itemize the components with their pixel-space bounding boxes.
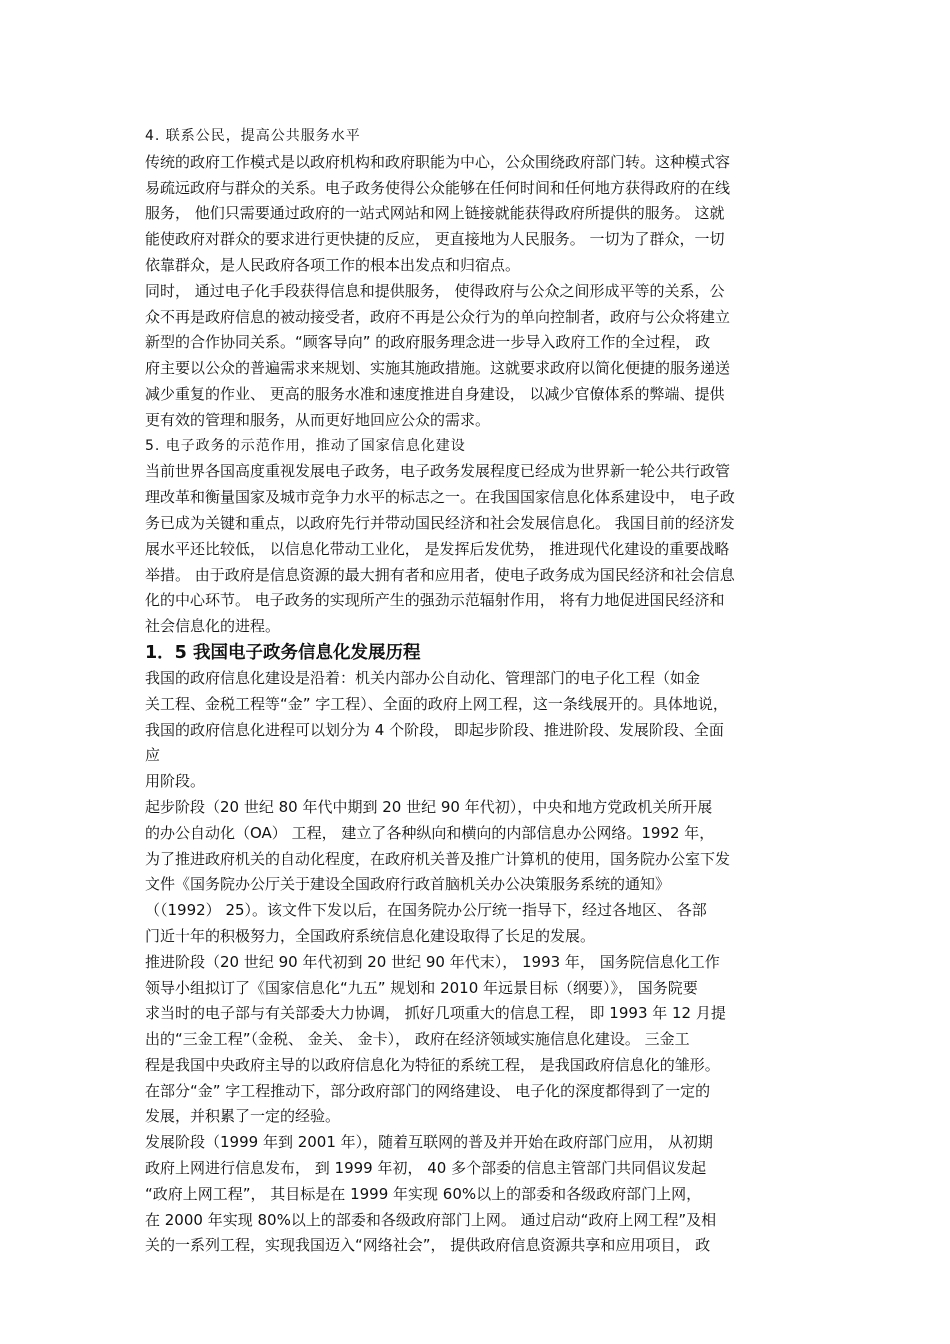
text-line: 推进阶段（20 世纪 90 年代初到 20 世纪 90 年代末）， 1993 年， 国务院信息化工作 — [145, 952, 720, 971]
text-line: 易疏远政府与群众的关系。电子政务使得公众能够在任何时间和任何地方获得政府的在线 — [145, 178, 731, 197]
text-line: 在部分“金” 字工程推动下，部分政府部门的网络建设、 电子化的深度都得到了一定的 — [145, 1081, 711, 1100]
text-line: 依靠群众，是人民政府各项工作的根本出发点和归宿点。 — [145, 255, 521, 274]
text-line: 在 2000 年实现 80%以上的部委和各级政府部门上网。 通过启动“政府上网工程”及相 — [145, 1210, 717, 1229]
text-line: 能使政府对群众的要求进行更快捷的反应， 更直接地为人民服务。 一切为了群众，一切 — [145, 230, 725, 249]
text-line: 务已成为关键和重点，以政府先行并带动国民经济和社会发展信息化。 我国目前的经济发 — [145, 513, 735, 532]
text-line: 程是我国中央政府主导的以政府信息化为特征的系统工程， 是我国政府信息化的雏形。 — [145, 1055, 720, 1074]
text-line: 化的中心环节。 电子政务的实现所产生的强劲示范辐射作用， 将有力地促进国民经济和 — [145, 591, 725, 610]
text-line: 发展，并积累了一定的经验。 — [145, 1107, 341, 1126]
text-line: 政府上网进行信息发布， 到 1999 年初， 40 多个部委的信息主管部门共同倡议发起 — [145, 1159, 707, 1178]
text-line: （（1992） 25）。该文件下发以后，在国务院办公厅统一指导下，经过各地区、 各部 — [145, 901, 707, 920]
text-line: 门近十年的积极努力，全国政府系统信息化建设取得了长足的发展。 — [145, 926, 596, 945]
text-line: 当前世界各国高度重视发展电子政务，电子政务发展程度已经成为世界新一轮公共行政管 — [145, 462, 731, 481]
text-line: “政府上网工程”， 其目标是在 1999 年实现 60%以上的部委和各级政府部门上网， — [145, 1184, 702, 1203]
text-line: 同时， 通过电子化手段获得信息和提供服务， 使得政府与公众之间形成平等的关系，公 — [145, 281, 725, 300]
text-line: 举措。 由于政府是信息资源的最大拥有者和应用者，使电子政务成为国民经济和社会信息 — [145, 565, 735, 584]
text-line: 求当时的电子部与有关部委大力协调， 抓好几项重大的信息工程， 即 1993 年 12 月提 — [145, 1004, 726, 1023]
subheading: 5. 电子政务的示范作用，推动了国家信息化建设 — [145, 437, 466, 454]
text-line: 为了推进政府机关的自动化程度，在政府机关普及推广计算机的使用，国务院办公室下发 — [145, 849, 731, 868]
text-line: 新型的合作协同关系。“顾客导向” 的政府服务理念进一步导入政府工作的全过程， 政 — [145, 333, 711, 352]
text-line: 出的“三金工程”（金税、 金关、 金卡）， 政府在经济领域实施信息化建设。 三金工 — [145, 1030, 690, 1049]
text-line: 文件《国务院办公厅关于建设全国政府行政首脑机关办公决策服务系统的通知》 — [145, 875, 671, 894]
section-heading: 1．5 我国电子政务信息化发展历程 — [145, 642, 421, 663]
text-line: 关的一系列工程，实现我国迈入“网络社会”， 提供政府信息资源共享和应用项目， 政 — [145, 1236, 711, 1255]
subheading: 4. 联系公民，提高公共服务水平 — [145, 128, 361, 144]
text-line: 更有效的管理和服务，从而更好地回应公众的需求。 — [145, 410, 491, 429]
text-line: 用阶段。 — [145, 772, 206, 791]
text-line: 众不再是政府信息的被动接受者，政府不再是公众行为的单向控制者，政府与公众将建立 — [145, 307, 731, 326]
text-line: 社会信息化的进程。 — [145, 617, 281, 636]
text-line: 我国的政府信息化进程可以划分为 4 个阶段， 即起步阶段、推进阶段、发展阶段、全面 — [145, 720, 724, 739]
text-line: 关工程、金税工程等“金” 字工程）、全面的政府上网工程，这一条线展开的。具体地说， — [145, 694, 728, 713]
text-line: 领导小组拟订了《国家信息化“九五” 规划和 2010 年远景目标（纲要）》， 国务院要 — [145, 978, 698, 997]
text-line: 府主要以公众的普遍需求来规划、实施其施政措施。这就要求政府以简化便捷的服务递送 — [145, 359, 731, 378]
text-line: 服务， 他们只需要通过政府的一站式网站和网上链接就能获得政府所提供的服务。 这就 — [145, 204, 725, 223]
text-line: 展水平还比较低， 以信息化带动工业化， 是发挥后发优势， 推进现代化建设的重要战略 — [145, 539, 730, 558]
text-line: 理改革和衡量国家及城市竞争力水平的标志之一。在我国国家信息化体系建设中， 电子政 — [145, 488, 735, 507]
text-line: 减少重复的作业、 更高的服务水准和速度推进自身建设， 以减少官僚体系的弊端、提供 — [145, 384, 725, 403]
document-page — [145, 124, 813, 1259]
text-line: 发展阶段（1999 年到 2001 年），随着互联网的普及并开始在政府部门应用， 从初期 — [145, 1133, 713, 1152]
text-line: 起步阶段（20 世纪 80 年代中期到 20 世纪 90 年代初），中央和地方党政机关所开展 — [145, 797, 713, 816]
text-line: 应 — [145, 746, 161, 765]
text-line: 我国的政府信息化建设是沿着：机关内部办公自动化、管理部门的电子化工程（如金 — [145, 668, 701, 687]
text-line: 的办公自动化（OA） 工程， 建立了各种纵向和横向的内部信息办公网络。1992 年， — [145, 823, 715, 842]
text-line: 传统的政府工作模式是以政府机构和政府职能为中心，公众围绕政府部门转。这种模式容 — [145, 152, 731, 171]
